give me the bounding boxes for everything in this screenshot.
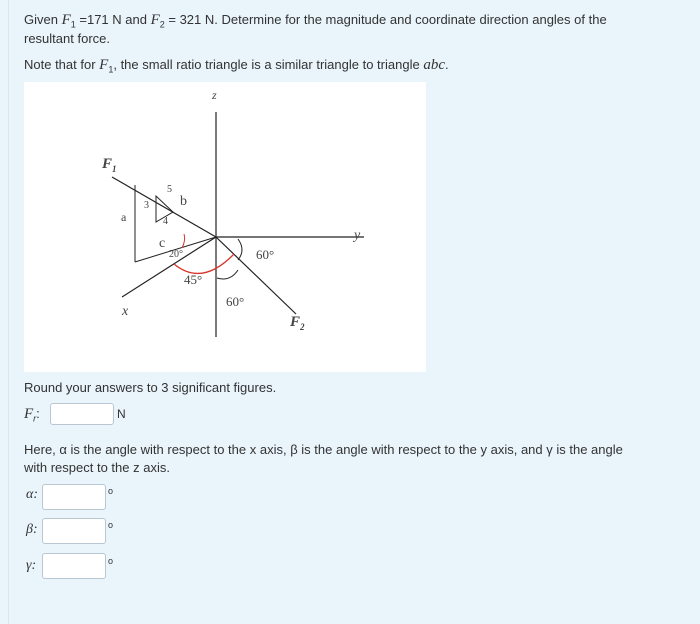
angle-60-lower-arc <box>217 270 238 279</box>
angle-description-line-2: with respect to the z axis. <box>24 460 170 475</box>
angle-description-line-1: Here, α is the angle with respect to the x axis, β is the angle with respect to the y axis, and γ is the angle <box>24 442 623 457</box>
gamma-degree-unit: o <box>108 556 114 566</box>
triangle-label-a: a <box>121 210 127 224</box>
f1-vector-line <box>112 177 216 237</box>
force-diagram <box>24 82 426 372</box>
ratio-label-4: 4 <box>163 216 168 227</box>
angle-60-lower-label: 60° <box>226 294 245 309</box>
beta-degree-unit: o <box>108 520 114 530</box>
angle-45-arc <box>174 254 234 273</box>
fr-input[interactable] <box>50 403 114 425</box>
x-axis-label: x <box>122 304 129 319</box>
triangle-label-c: c <box>159 236 166 251</box>
alpha-degree-unit: o <box>108 486 114 496</box>
ratio-label-5: 5 <box>167 184 172 195</box>
z-axis-label: z <box>212 88 217 102</box>
fr-unit: N <box>117 407 126 421</box>
x-axis <box>122 237 216 297</box>
gamma-label: γ: <box>26 558 37 573</box>
note-line: Note that for $F_1$, the small ratio triangle is a similar triangle to triangle abc. <box>24 57 449 75</box>
fr-label: $F_r$: <box>24 406 40 424</box>
angle-60-upper-label: 60° <box>256 247 275 262</box>
angle-45-label: 45° <box>184 272 203 287</box>
triangle-label-b: b <box>180 194 187 209</box>
round-instruction: Round your answers to 3 significant figures. <box>24 380 277 395</box>
angle-20-label: 20° <box>169 249 183 260</box>
problem-line-1: Given $F_1 =171$ N and $F_2 = 321$ N. Determine for the magnitude and coordinate direction angles of the <box>24 12 607 30</box>
beta-label: β: <box>26 522 38 537</box>
beta-input[interactable] <box>42 518 106 544</box>
force-diagram-svg <box>24 82 426 372</box>
alpha-label: α: <box>26 487 39 502</box>
f2-label: $F_2$ <box>290 314 305 332</box>
y-axis-label: y <box>354 228 361 243</box>
f1-label: $F_1$ <box>102 156 117 174</box>
problem-line-2: resultant force. <box>24 31 110 46</box>
gamma-input[interactable] <box>42 553 106 579</box>
angle-20-arc <box>182 234 185 248</box>
angle-60-upper-arc <box>238 239 242 260</box>
alpha-input[interactable] <box>42 484 106 510</box>
ratio-label-3: 3 <box>144 200 149 211</box>
